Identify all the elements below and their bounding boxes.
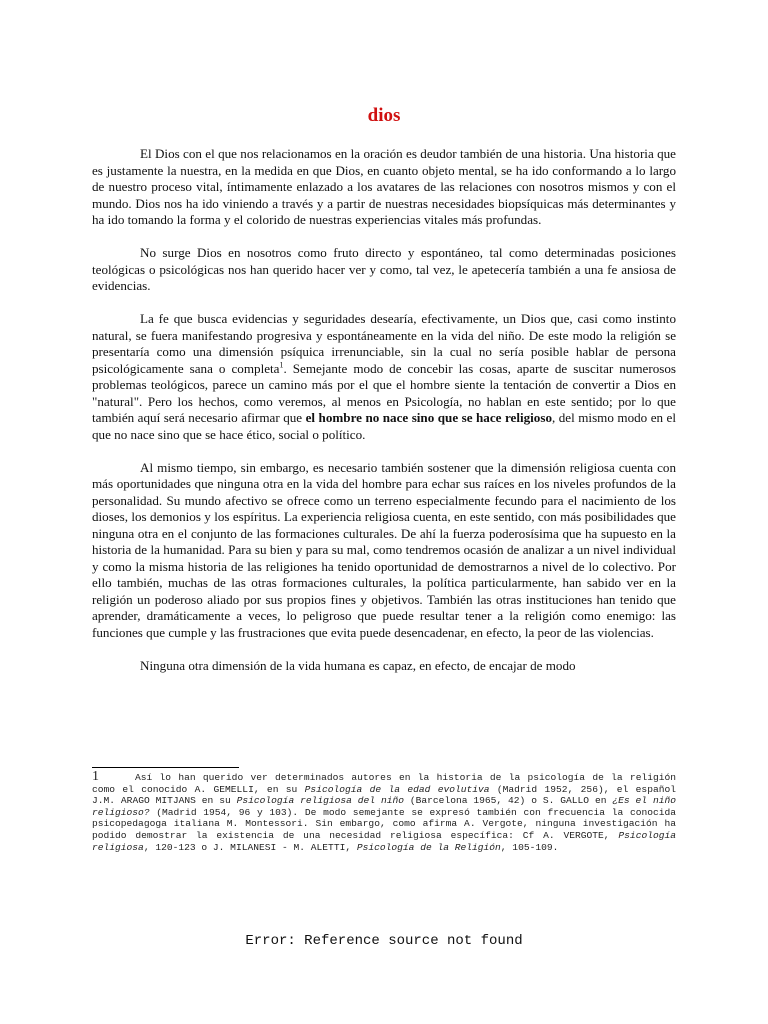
footnote-title-1: Psicología de la edad evolutiva <box>304 783 490 795</box>
footnote-text-1: Así lo han querido ver determinados autores en la historia de la psicología de la religión como el conocido A. GEMELLI, en su <box>92 772 676 795</box>
paragraph-3-bold: el hombre no nace sino que se hace religioso <box>305 410 552 425</box>
paragraph-3-text-a: La fe que busca evidencias y seguridades desearía, efectivamente, un Dios que, casi como instinto natural, se fuera manifestando progresiva y espontáneamente en la vida del niño. De este modo la religión se presentaría como una dimensión psíquica irrenunciable, sin la cual no sería posible hablar de persona psicológicamente sana o completa <box>92 311 676 376</box>
document-body <box>92 104 676 691</box>
footnote-title-3: ¿Es el niño religioso? <box>92 795 676 818</box>
footnote-title-2: Psicología religiosa del niño <box>236 795 404 807</box>
paragraph-4: Al mismo tiempo, sin embargo, es necesario también sostener que la dimensión religiosa cuenta con más oportunidades que ninguna otra en la vida del hombre para echar sus raíces en los niveles profundos de la personalidad. Su mundo afectivo se ofrece como un terreno especialmente fecundo para el nacimiento de los dioses, los demonios y los espíritus. La experiencia religiosa cuenta, en este sentido, con más posibilidades que ninguna otra en el conjunto de las formaciones culturales. De ahí la fuerza poderosísima que ha supuesto en la historia de la humanidad. Para su bien y para su mal, como tendremos ocasión de analizar a un nivel individual y como la misma historia de las religiones ha tenido oportunidad de demostrarnos a nivel de lo colectivo. Por ello también, muchas de las otras formaciones culturales, la política particularmente, han sabido ver en la religión un poderoso aliado por sus propios fines y objetivos. También las otras instituciones han tenido que aprender, dramáticamente a veces, lo peligroso que puede resultar tener a la religión como enemigo: las funciones que cumple y las frustraciones que evita puede desencadenar, en efecto, la peor de las violencias. <box>92 459 676 640</box>
footnote-text-4: (Madrid 1954, 96 y 103). De modo semejante se expresó también con frecuencia la conocida psicopedagoga italiana M. Montessori. Sin embargo, como afirma A. Vergote, ninguna investigación ha podido demostrar la existencia de una necesidad religiosa específica: Cf A. VERGOTE, <box>92 806 676 841</box>
footnote-title-4: Psicología religiosa <box>92 829 676 853</box>
paragraph-5: Ninguna otra dimensión de la vida humana es capaz, en efecto, de encajar de modo <box>140 657 576 673</box>
footnote-number: 1 <box>92 769 99 784</box>
footnote-text-2: (Madrid 1952, 256), el español J.M. ARAGO MITJANS en su <box>92 783 676 807</box>
footnote-title-5: Psicología de la Religión <box>356 841 501 853</box>
footnote-separator <box>92 767 239 768</box>
page-footer: Error: Reference source not found <box>245 933 523 949</box>
footnote-text-5: , 120-123 o J. MILANESI - M. ALETTI, <box>143 841 357 853</box>
footnote-text-3: (Barcelona 1965, 42) o S. GALLO en <box>404 795 613 807</box>
paragraph-1: El Dios con el que nos relacionamos en la oración es deudor también de una historia. Una historia que es justamente la nuestra, en la medida en que Dios, en cuanto objeto mental, se ha ido conformando a lo largo de nuestro proceso vital, íntimamente enlazado a los avatares de las relaciones con nosotros mismos y con el mundo. Dios nos ha ido viniendo a través y a partir de nuestras necesidades biopsíquicas más determinantes y ha ido tomando la forma y el colorido de nuestras experiencias vitales más profundas. <box>92 146 676 227</box>
footnote-reference[interactable]: 1 <box>279 360 284 370</box>
paragraph-2: No surge Dios en nosotros como fruto directo y espontáneo, tal como determinadas posiciones teológicas o psicológicas nos han querido hacer ver y como, tal vez, le apetecería también a una fe ansiosa de evidencias. <box>92 245 676 293</box>
paragraph-3-text-c: , del mismo modo en el que no nace sino que se hace ético, social o político. <box>92 410 676 442</box>
document-title: dios <box>367 105 401 126</box>
footnote-text-6: , 105-109. <box>500 841 559 853</box>
paragraph-3 <box>92 311 676 443</box>
footnote <box>92 771 676 853</box>
paragraph-3-text-b: . Semejante modo de concebir las cosas, aparte de suscitar numerosos problemas teológicos, parece un camino más por el que el hombre siente la tentación de convertir a Dios en "natural". Pero los hechos, como veremos, al menos en Psicología, no hablan en este sentido; por lo que también aquí será necesario afirmar que <box>92 360 676 425</box>
